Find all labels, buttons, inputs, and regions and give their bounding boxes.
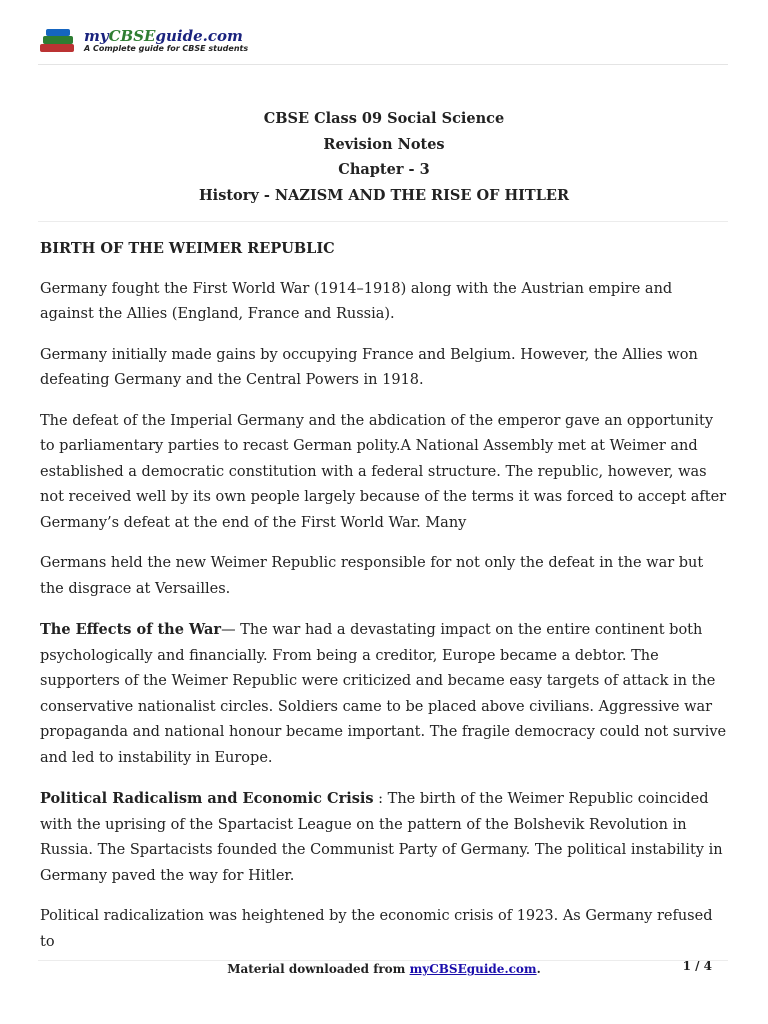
- page-number: 1 / 4: [682, 959, 712, 973]
- title-line-2: Revision Notes: [323, 135, 445, 153]
- books-icon: [40, 26, 78, 56]
- effects-of-war-heading: The Effects of the War: [40, 621, 222, 638]
- radicalism-heading: Political Radicalism and Economic Crisis: [40, 790, 374, 807]
- mycbseguide-logo[interactable]: [40, 26, 248, 56]
- paragraph-7: Political radicalization was heightened by the economic crisis of 1923. As Germany refused to: [40, 908, 713, 950]
- title-divider: [38, 221, 728, 222]
- document-body: [40, 236, 730, 970]
- paragraph-1: Germany fought the First World War (1914–1918) along with the Austrian empire and against the Allies (England, France and Russia).: [40, 280, 673, 322]
- brand-name: myCBSEguide.com: [84, 27, 243, 45]
- effects-of-war-text: — The war had a devastating impact on the entire continent both psychologically and financially. From being a creditor, Europe became a debtor. The supporters of the Weimer Republic were criticized and became easy targets of attack in the conservative nationalist circles. Soldiers came to be placed above civilians. Aggressive war propaganda and national honour became important. The fragile democracy could not survive and led to instability in Europe.: [40, 622, 727, 766]
- footer-suffix: .: [536, 962, 541, 976]
- footer-link[interactable]: myCBSEguide.com: [409, 962, 537, 976]
- paragraph-5: [40, 617, 730, 771]
- page-header: [38, 22, 728, 65]
- paragraph-4: Germans held the new Weimer Republic responsible for not only the defeat in the war but the disgrace at Versailles.: [40, 555, 704, 597]
- title-line-3: Chapter - 3: [338, 161, 430, 178]
- brand-tagline: A Complete guide for CBSE students: [84, 44, 249, 53]
- footer-prefix: Material downloaded from: [227, 962, 410, 976]
- document-title: [0, 106, 768, 208]
- title-line-4: History - NAZISM AND THE RISE OF HITLER: [198, 186, 570, 204]
- page-footer: [0, 962, 768, 976]
- paragraph-3: The defeat of the Imperial Germany and the abdication of the emperor gave an opportunity to parliamentary parties to recast German polity.A National Assembly met at Weimer and established a democratic constitution with a federal structure. The republic, however, was not received well by its own people largely because of the terms it was forced to accept after Germany’s defeat at the end of the First World War. Many: [40, 412, 727, 531]
- title-line-1: CBSE Class 09 Social Science: [263, 110, 505, 127]
- paragraph-2: Germany initially made gains by occupying France and Belgium. However, the Allies won defeating Germany and the Central Powers in 1918.: [40, 346, 698, 388]
- radicalism-text: : The birth of the Weimer Republic coincided with the uprising of the Spartacist League on the pattern of the Bolshevik Revolution in Russia. The Spartacists founded the Communist Party of Germany. The political instability in Germany paved the way for Hitler.: [40, 791, 723, 884]
- section-heading: BIRTH OF THE WEIMER REPUBLIC: [40, 240, 335, 257]
- footer-divider: [38, 960, 728, 961]
- paragraph-6: [40, 786, 730, 889]
